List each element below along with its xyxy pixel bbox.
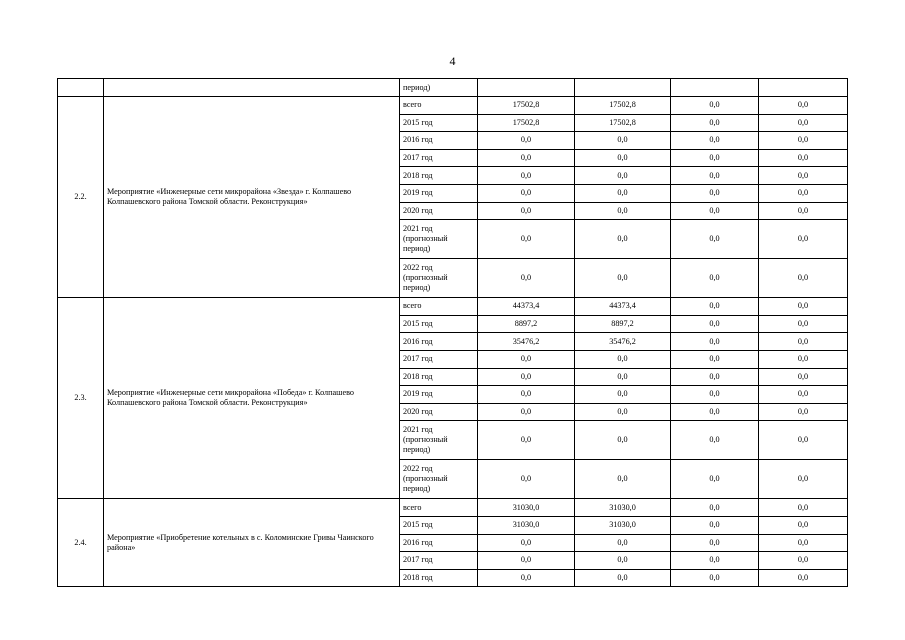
period-cell: 2015 год	[400, 315, 478, 333]
value-cell: 0,0	[759, 368, 848, 386]
value-cell: 17502,8	[478, 97, 575, 115]
value-cell: 0,0	[671, 350, 759, 368]
value-cell: 0,0	[575, 552, 671, 570]
value-cell: 0,0	[671, 167, 759, 185]
value-cell: 0,0	[759, 220, 848, 259]
description-cell	[104, 79, 400, 97]
value-cell: 17502,8	[478, 114, 575, 132]
period-cell: 2018 год	[400, 368, 478, 386]
value-cell: 0,0	[478, 368, 575, 386]
value-cell: 0,0	[478, 132, 575, 150]
value-cell: 0,0	[759, 534, 848, 552]
value-cell: 0,0	[575, 403, 671, 421]
value-cell: 0,0	[759, 460, 848, 499]
number-cell	[58, 79, 104, 97]
value-cell: 0,0	[759, 184, 848, 202]
value-cell: 8897,2	[478, 315, 575, 333]
value-cell: 0,0	[575, 460, 671, 499]
value-cell: 0,0	[759, 202, 848, 220]
value-cell: 0,0	[759, 97, 848, 115]
value-cell: 0,0	[671, 386, 759, 404]
period-cell: 2016 год	[400, 333, 478, 351]
value-cell: 0,0	[759, 298, 848, 316]
value-cell: 0,0	[575, 167, 671, 185]
value-cell: 0,0	[575, 386, 671, 404]
item-number: 2.2.	[58, 97, 104, 298]
period-cell: 2022 год (прогнозный период)	[400, 259, 478, 298]
value-cell: 0,0	[478, 403, 575, 421]
period-cell: 2017 год	[400, 552, 478, 570]
period-cell: 2021 год (прогнозный период)	[400, 220, 478, 259]
period-cell: 2017 год	[400, 149, 478, 167]
value-cell: 0,0	[759, 333, 848, 351]
value-cell: 0,0	[671, 149, 759, 167]
period-cell: 2016 год	[400, 534, 478, 552]
value-cell	[671, 79, 759, 97]
value-cell: 0,0	[478, 386, 575, 404]
value-cell: 44373,4	[478, 298, 575, 316]
value-cell	[575, 79, 671, 97]
period-cell: 2019 год	[400, 386, 478, 404]
item-number: 2.4.	[58, 499, 104, 587]
period-cell: 2018 год	[400, 569, 478, 587]
value-cell: 0,0	[671, 403, 759, 421]
period-cell: 2015 год	[400, 114, 478, 132]
value-cell: 0,0	[575, 421, 671, 460]
value-cell: 0,0	[671, 534, 759, 552]
value-cell: 0,0	[759, 386, 848, 404]
period-cell: 2016 год	[400, 132, 478, 150]
value-cell: 0,0	[671, 132, 759, 150]
value-cell: 0,0	[759, 167, 848, 185]
value-cell: 0,0	[478, 552, 575, 570]
value-cell: 0,0	[575, 259, 671, 298]
value-cell: 0,0	[671, 368, 759, 386]
period-cell: 2022 год (прогнозный период)	[400, 460, 478, 499]
value-cell: 0,0	[575, 132, 671, 150]
value-cell: 0,0	[671, 552, 759, 570]
period-cell: 2019 год	[400, 184, 478, 202]
period-cell: 2021 год (прогнозный период)	[400, 421, 478, 460]
value-cell: 0,0	[575, 202, 671, 220]
period-cell: 2020 год	[400, 202, 478, 220]
value-cell: 0,0	[478, 350, 575, 368]
value-cell: 0,0	[759, 403, 848, 421]
value-cell: 0,0	[671, 315, 759, 333]
value-cell: 0,0	[575, 220, 671, 259]
value-cell: 0,0	[478, 259, 575, 298]
value-cell: 0,0	[759, 132, 848, 150]
value-cell: 0,0	[759, 516, 848, 534]
value-cell: 0,0	[575, 350, 671, 368]
value-cell: 0,0	[671, 333, 759, 351]
item-description: Мероприятие «Инженерные сети микрорайона «Победа» г. Колпашево Колпашевского района Томской области. Реконструкция»	[104, 298, 400, 499]
value-cell: 0,0	[759, 114, 848, 132]
period-cell: 2015 год	[400, 516, 478, 534]
value-cell: 31030,0	[478, 516, 575, 534]
value-cell: 0,0	[575, 184, 671, 202]
table-row	[58, 298, 848, 316]
value-cell: 0,0	[671, 97, 759, 115]
value-cell: 0,0	[575, 368, 671, 386]
value-cell: 0,0	[671, 460, 759, 499]
value-cell: 0,0	[575, 569, 671, 587]
value-cell	[759, 79, 848, 97]
period-cell: 2018 год	[400, 167, 478, 185]
value-cell: 31030,0	[575, 516, 671, 534]
value-cell: 8897,2	[575, 315, 671, 333]
value-cell: 0,0	[759, 259, 848, 298]
value-cell: 0,0	[759, 350, 848, 368]
value-cell: 0,0	[478, 421, 575, 460]
value-cell: 0,0	[671, 516, 759, 534]
value-cell: 0,0	[759, 149, 848, 167]
value-cell: 0,0	[478, 220, 575, 259]
value-cell: 0,0	[575, 149, 671, 167]
value-cell: 0,0	[759, 421, 848, 460]
value-cell: 35476,2	[478, 333, 575, 351]
value-cell: 0,0	[671, 202, 759, 220]
value-cell	[478, 79, 575, 97]
value-cell: 0,0	[671, 421, 759, 460]
period-cell: 2020 год	[400, 403, 478, 421]
item-description: Мероприятие «Инженерные сети микрорайона «Звезда» г. Колпашево Колпашевского района Томской области. Реконструкция»	[104, 97, 400, 298]
value-cell: 0,0	[478, 202, 575, 220]
value-cell: 0,0	[478, 184, 575, 202]
value-cell: 0,0	[759, 552, 848, 570]
value-cell: 35476,2	[575, 333, 671, 351]
value-cell: 0,0	[671, 220, 759, 259]
period-cell: 2017 год	[400, 350, 478, 368]
value-cell: 0,0	[759, 499, 848, 517]
item-number: 2.3.	[58, 298, 104, 499]
period-cell: всего	[400, 97, 478, 115]
value-cell: 0,0	[759, 315, 848, 333]
table-row	[58, 79, 848, 97]
budget-table	[57, 78, 848, 587]
value-cell: 0,0	[478, 534, 575, 552]
value-cell: 0,0	[478, 460, 575, 499]
value-cell: 0,0	[478, 569, 575, 587]
value-cell: 0,0	[671, 259, 759, 298]
value-cell: 31030,0	[478, 499, 575, 517]
period-cell: всего	[400, 298, 478, 316]
value-cell: 0,0	[671, 499, 759, 517]
value-cell: 0,0	[478, 149, 575, 167]
value-cell: 0,0	[671, 298, 759, 316]
value-cell: 0,0	[478, 167, 575, 185]
period-cell: всего	[400, 499, 478, 517]
value-cell: 44373,4	[575, 298, 671, 316]
value-cell: 0,0	[671, 114, 759, 132]
table-body	[58, 79, 848, 587]
table-row	[58, 97, 848, 115]
period-cell: период)	[400, 79, 478, 97]
item-description: Мероприятие «Приобретение котельных в с. Коломинские Гривы Чаинского района»	[104, 499, 400, 587]
value-cell: 17502,8	[575, 114, 671, 132]
value-cell: 31030,0	[575, 499, 671, 517]
value-cell: 0,0	[759, 569, 848, 587]
value-cell: 0,0	[575, 534, 671, 552]
page-number: 4	[449, 54, 456, 68]
value-cell: 0,0	[671, 184, 759, 202]
table-row	[58, 499, 848, 517]
value-cell: 17502,8	[575, 97, 671, 115]
value-cell: 0,0	[671, 569, 759, 587]
